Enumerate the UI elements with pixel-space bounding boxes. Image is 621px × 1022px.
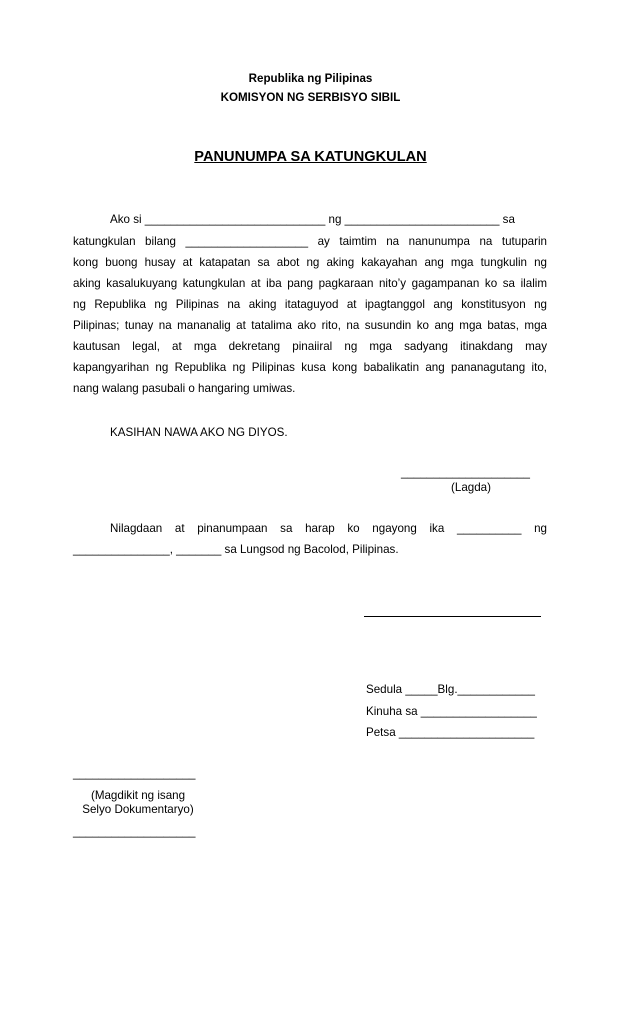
officer-signature-line [364,616,541,617]
oath-line-4: aking kasalukuyang katungkulan at iba pang pagkaraan nito’y gagampanan ko sa ilalim [73,277,547,290]
oath-line-9: nang walang pasubali o hangaring umiwas. [73,382,296,395]
document-title: PANUNUMPA SA KATUNGKULAN [194,149,427,165]
oath-line-5: ng Republika ng Pilipinas na aking itataguyod at ipagtanggol ang konstitusyon ng [73,298,547,311]
invocation-text: KASIHAN NAWA AKO NG DIYOS. [110,426,288,439]
oath-line-3: kong buong husay at katapatan sa abot ng aking kakayahan ang mga tungkulin ng [73,256,547,269]
signature-label: (Lagda) [451,481,491,494]
stamp-label-2: Selyo Dokumentaryo) [82,803,194,816]
cedula-number: Sedula _____Blg.____________ [366,683,535,696]
oath-line-2: katungkulan bilang ___________________ ay taimtim na nanunumpa na tutuparin [73,235,547,248]
stamp-top-line: ___________________ [73,767,196,780]
cedula-date: Petsa _____________________ [366,726,535,739]
oath-line-7: kautusan legal, at mga dekretang pinaiiral ng mga sadyang itinakdang may [73,340,547,353]
oath-line-8: kapangyarihan ng Republika ng Pilipinas kusa kong babalikatin ang pananagutang ito, [73,361,547,374]
stamp-bottom-line: ___________________ [73,825,196,838]
oath-line-6: Pilipinas; tunay na mananalig at tatalima ako rito, na susundin ko ang mga batas, mga [73,319,547,332]
signature-line: ____________________ [401,466,530,479]
cedula-issued-at: Kinuha sa __________________ [366,705,537,718]
stamp-label-1: (Magdikit ng isang [90,789,186,802]
header-republic: Republika ng Pilipinas [248,72,373,85]
oath-line-1: Ako si ____________________________ ng ________________________ sa [110,213,515,226]
subscribed-line-1: Nilagdaan at pinanumpaan sa harap ko ngayong ika __________ ng [110,522,547,535]
header-commission: KOMISYON NG SERBISYO SIBIL [220,91,401,104]
subscribed-line-2: _______________, _______ sa Lungsod ng Bacolod, Pilipinas. [73,543,399,556]
